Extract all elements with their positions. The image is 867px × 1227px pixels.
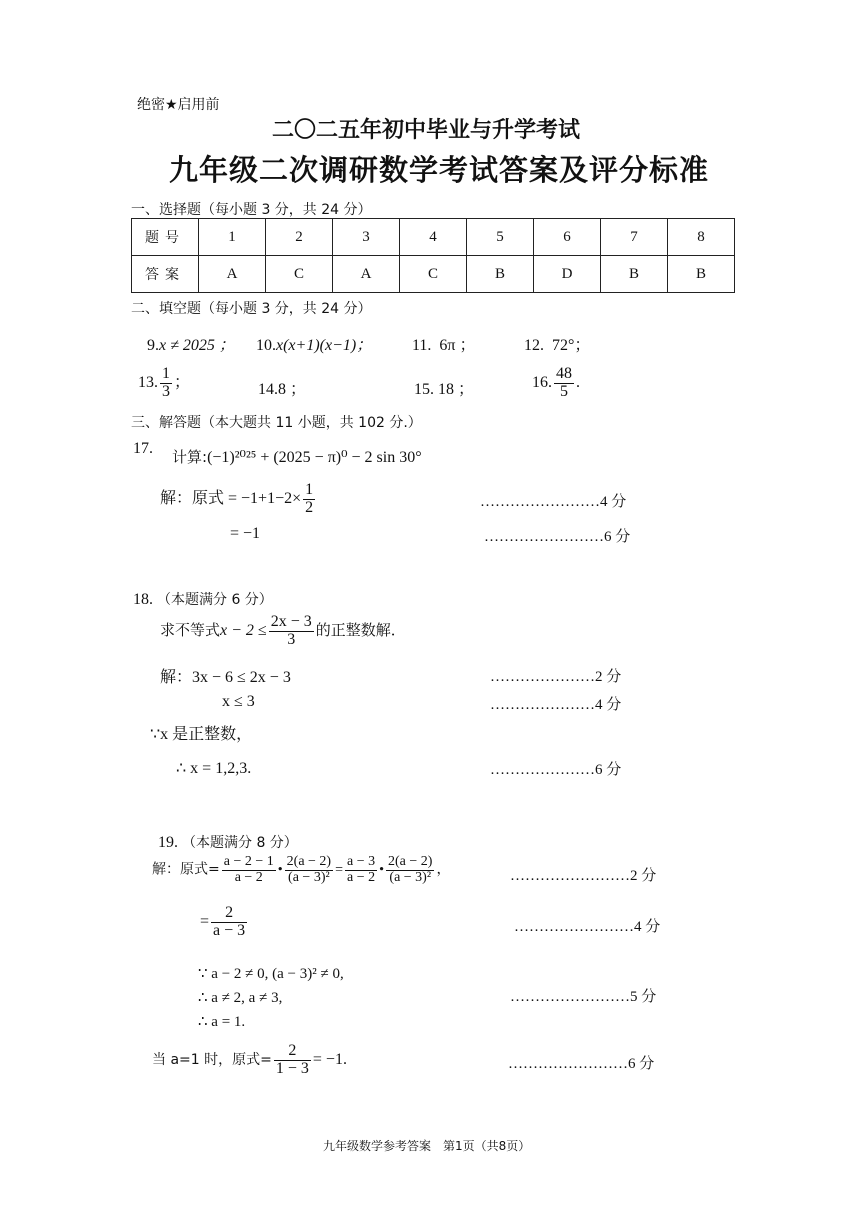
numerator: a − 2 − 1 [223, 854, 274, 869]
denominator: 1 − 3 [275, 1059, 309, 1077]
denominator: 2 [305, 498, 314, 516]
answer-expr: 72°； [552, 337, 591, 354]
q17-problem [172, 446, 422, 467]
fraction [303, 482, 315, 517]
q18-solution-line3: ∵x 是正整数， [150, 726, 253, 743]
fraction [274, 1043, 311, 1078]
q18-solution-line2: x ≤ 3 [222, 693, 255, 710]
q19-solution-line4: ∴ a ≠ 2, a ≠ 3, [198, 990, 283, 1006]
denominator: (a − 3)² [288, 869, 330, 885]
numerator: 2 [274, 1043, 311, 1061]
question-label: 19. [158, 834, 178, 851]
solution-text: 解：原式= [152, 861, 220, 878]
q18-problem [160, 614, 406, 649]
question-number: 2 [266, 219, 333, 256]
denominator: (a − 3)² [389, 869, 432, 885]
score-marker: ……………………6 分 [508, 1056, 655, 1072]
solution-text: 当 a=1 时，原式= [152, 1051, 272, 1068]
fraction [285, 855, 333, 885]
fraction [345, 855, 377, 885]
fill-answer-9 [147, 332, 235, 355]
fraction [386, 855, 434, 885]
numerator: 2x − 3 [270, 613, 312, 630]
table-row [132, 256, 735, 293]
problem-expr: (−1)²⁰²⁵ + (2025 − π)⁰ − 2 sin 30° [207, 449, 422, 466]
question-note: （本题满分 6 分） [157, 592, 273, 608]
answer-expr: x ≠ 2025 ； [159, 337, 235, 354]
question-note: （本题满分 8 分） [182, 835, 298, 851]
score-marker: …………………4 分 [490, 697, 622, 713]
section1-heading: 一、选择题（每小题 3 分，共 24 分） [131, 202, 372, 218]
q18-label [133, 589, 273, 609]
fill-answer-11 [412, 332, 476, 355]
q19-solution-line1: 解：原式= $\frac{a - 2 - 1}{a - 2}$ • $\frac{2(a - 2)}{\text{(a − 3)²}}$ = $\frac{a - 3}{a - 2}$ • $\frac{2(a - 2)}{\text{(a − 3)²}}$ ， [152, 854, 451, 885]
question-label: 16. [532, 373, 552, 391]
solution-text: 解：原式 = −1+1−2× [160, 489, 302, 507]
denominator: a − 2 [234, 869, 263, 885]
answer-table [131, 218, 735, 293]
numerator: 48 [556, 365, 572, 382]
confidential-label: 绝密★启用前 [137, 97, 220, 113]
question-label: 18. [133, 591, 153, 608]
score-marker: ……………………4 分 [480, 494, 627, 510]
question-number: 8 [668, 219, 735, 256]
q17-label: 17. [133, 440, 153, 457]
answer-cell: C [400, 256, 467, 293]
q19-solution-line2: = $\frac{2}{a - 3}$ [200, 904, 246, 939]
numerator: 1 [162, 365, 170, 382]
separator: ， [436, 862, 451, 878]
numerator: 2(a − 2) [286, 854, 332, 869]
numerator: 1 [305, 481, 314, 498]
question-number: 7 [601, 219, 668, 256]
problem-prefix: 计算: [172, 448, 208, 466]
row-label-number: 题号 [132, 219, 199, 256]
problem-expr: x − 2 ≤ [220, 621, 267, 639]
answer-cell: D [534, 256, 601, 293]
row-label-answer: 答案 [132, 256, 199, 293]
answer-expr: x(x+1)(x−1)； [276, 337, 373, 354]
fill-answer-15: 15. 18 ； [414, 381, 475, 398]
q19-solution-line6 [152, 1043, 347, 1078]
q19-solution-line3: ∵ a − 2 ≠ 0, (a − 3)² ≠ 0, [198, 966, 344, 982]
question-label: 11. [412, 337, 432, 354]
q17-solution-line2: = −1 [230, 525, 261, 542]
q17-solution-line1 [160, 482, 317, 517]
exam-subtitle: 二〇二五年初中毕业与升学考试 [272, 118, 581, 143]
fill-answer-10 [256, 332, 372, 355]
q18-solution-line1: 解：3x − 6 ≤ 2x − 3 [160, 669, 291, 686]
denominator: 3 [287, 630, 296, 648]
section3-heading: 三、解答题（本大题共 11 小题，共 102 分.） [131, 415, 422, 431]
equals-sign: = [335, 862, 343, 878]
question-number: 3 [333, 219, 400, 256]
answer-cell: B [668, 256, 735, 293]
score-marker: ……………………6 分 [484, 529, 631, 545]
question-number: 5 [467, 219, 534, 256]
score-marker: ……………………4 分 [514, 919, 661, 935]
denominator: 5 [560, 382, 568, 400]
fill-answer-13 [138, 366, 190, 401]
fraction [160, 366, 172, 401]
section2-heading: 二、填空题（每小题 3 分，共 24 分） [131, 301, 372, 317]
solution-result: = −1. [312, 1050, 347, 1068]
question-number: 6 [534, 219, 601, 256]
numerator: 2(a − 2) [388, 854, 433, 869]
separator: . [576, 373, 580, 391]
answer-cell: A [333, 256, 400, 293]
answer-cell: A [199, 256, 266, 293]
separator: ； [174, 373, 191, 391]
question-number: 1 [199, 219, 266, 256]
numerator: a − 3 [347, 854, 376, 869]
fraction [222, 855, 276, 885]
numerator: 2 [211, 905, 247, 923]
denominator: a − 3 [213, 921, 246, 939]
fraction [554, 366, 574, 401]
q19-solution-line5: ∴ a = 1. [198, 1014, 246, 1030]
answer-expr: 6π ； [439, 337, 476, 354]
score-marker: ……………………5 分 [510, 989, 657, 1005]
score-marker: …………………6 分 [490, 762, 622, 778]
problem-suffix: 的正整数解． [315, 620, 406, 639]
answer-cell: C [266, 256, 333, 293]
question-label: 9. [147, 337, 159, 354]
fill-answer-14: 14.8 ； [258, 381, 307, 398]
denominator: 3 [162, 382, 170, 400]
answer-cell: B [601, 256, 668, 293]
question-number: 4 [400, 219, 467, 256]
fraction [211, 905, 247, 940]
score-marker: ……………………2 分 [510, 868, 657, 884]
fill-answer-12 [524, 332, 590, 355]
question-label: 12. [524, 337, 544, 354]
problem-prefix: 求不等式 [160, 620, 221, 639]
q18-solution-line4: ∴ x = 1,2,3. [176, 760, 252, 777]
question-label: 13. [138, 373, 158, 391]
page-title: 九年级二次调研数学考试答案及评分标准 [169, 153, 710, 187]
fraction [269, 614, 314, 649]
answer-cell: B [467, 256, 534, 293]
question-label: 10. [256, 337, 276, 354]
q19-label [158, 832, 298, 852]
page-footer: 九年级数学参考答案 第1页（共8页） [323, 1139, 531, 1153]
score-marker: …………………2 分 [490, 669, 622, 685]
fill-answer-16 [532, 366, 580, 401]
denominator: a − 2 [347, 869, 376, 885]
table-row [132, 219, 735, 256]
